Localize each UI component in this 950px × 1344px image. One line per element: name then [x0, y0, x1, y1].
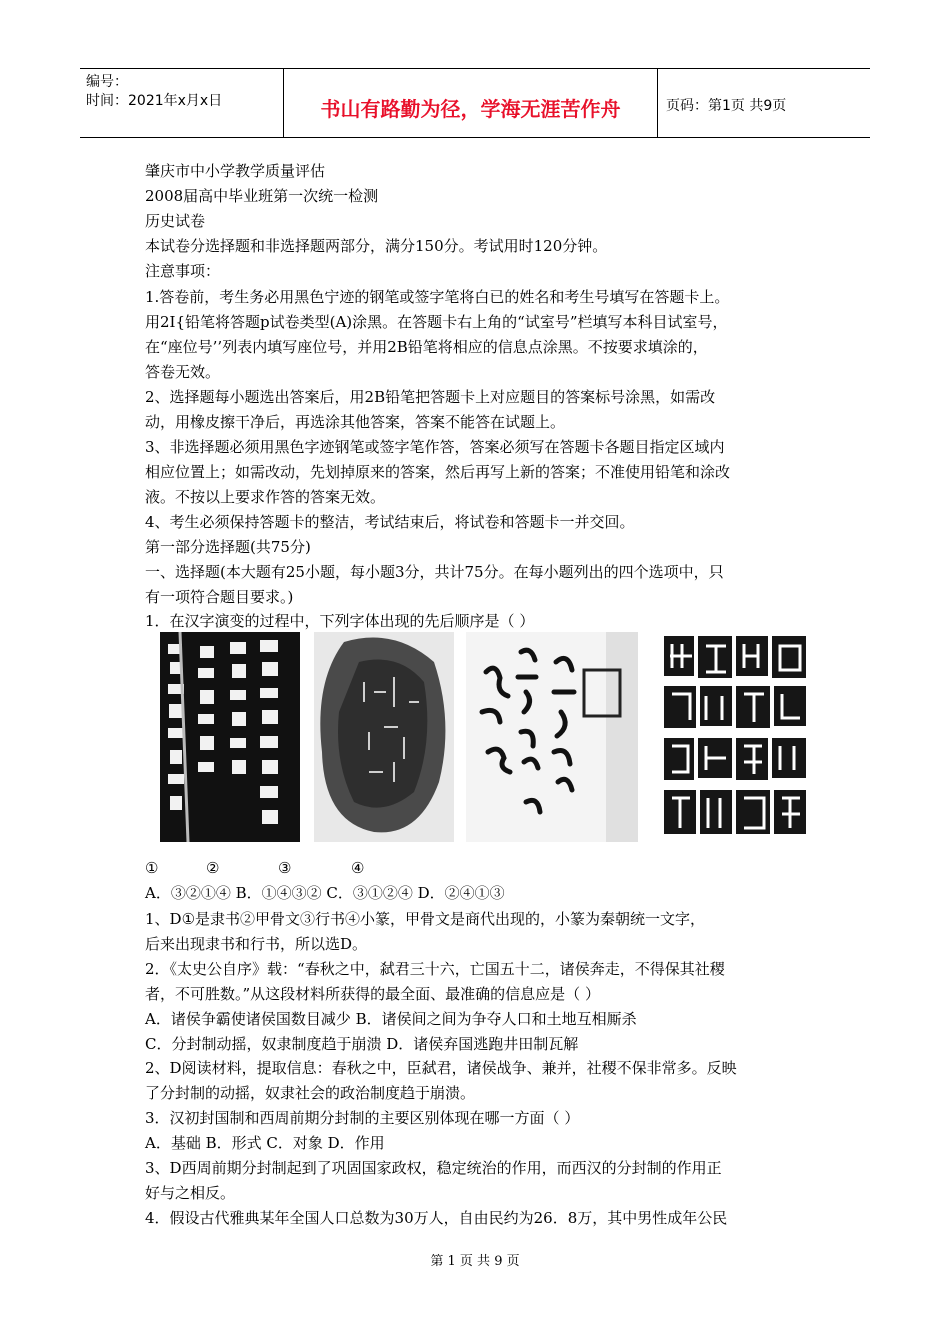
text-line: 2、选择题每小题选出答案后，用2B铅笔把答题卡上对应题目的答案标号涂黑，如需改: [145, 388, 716, 406]
text-line: 3、非选择题必须用黑色字迹钢笔或签字笔作答，答案必须写在答题卡各题目指定区域内: [145, 438, 725, 456]
text-line: 用2I{铅笔将答题p试卷类型(A)涂黑。在答题卡右上角的“试室号”栏填写本科目试室号，: [145, 313, 728, 331]
text-line: 在“座位号’’列表内填写座位号，并用2B铅笔将相应的信息点涂黑。不按要求填涂的，: [145, 338, 708, 356]
text-line: 3．汉初封国制和西周前期分封制的主要区别体现在哪一方面（ ）: [145, 1109, 580, 1127]
text-line: 者，不可胜数。”从这段材料所获得的最全面、最准确的信息应是（ ）: [145, 985, 600, 1003]
text-line: 历史试卷: [145, 212, 206, 230]
image-label: ①: [145, 859, 159, 877]
text-line: 1、D①是隶书②甲骨文③行书④小篆，甲骨文是商代出现的，小篆为秦朝统一文字，: [145, 910, 706, 928]
image-label: ②: [206, 859, 220, 877]
motto: 书山有路勤为径，学海无涯苦作舟: [320, 97, 621, 121]
oracle-bone-image: [314, 632, 454, 842]
text-line: 答卷无效。: [145, 363, 221, 381]
image-label: ④: [351, 859, 365, 877]
page-header: [80, 68, 870, 138]
text-line: A．诸侯争霸使诸侯国数目减少 B．诸侯间之间为争夺人口和土地互相厮杀: [145, 1010, 637, 1028]
page-footer: 第 1 页 共 9 页: [430, 1254, 520, 1269]
text-line: A．基础 B．形式 C．对象 D．作用: [145, 1134, 385, 1152]
text-line: 有一项符合题目要求。): [145, 588, 294, 606]
page-label: 页码：第1页 共9页: [666, 98, 787, 114]
text-line: 1．在汉字演变的过程中，下列字体出现的先后顺序是（ ）: [145, 612, 535, 630]
text-line: 第一部分选择题(共75分): [145, 538, 311, 556]
text-line: A．③②①④ B．①④③② C．③①②④ D．②④①③: [145, 884, 505, 902]
header-motto-cell: [283, 69, 658, 137]
text-line: 1.答卷前，考生务必用黑色宁迹的钢笔或签字笔将白已的姓名和考生号填写在答题卡上。: [145, 288, 730, 306]
text-line: 3、D西周前期分封制起到了巩固国家政权，稳定统治的作用，而西汉的分封制的作用正: [145, 1159, 722, 1177]
text-line: C．分封制动摇，奴隶制度趋于崩溃 D．诸侯弃国逃跑井田制瓦解: [145, 1035, 579, 1053]
text-line: 4．假设古代雅典某年全国人口总数为30万人，自由民约为26．8万，其中男性成年公民: [145, 1209, 728, 1227]
text-line: 肇庆市中小学教学质量评估: [145, 162, 326, 180]
text-line: 2．《太史公自序》载：“春秋之中，弑君三十六，亡国五十二，诸侯奔走，不得保其社稷: [145, 960, 725, 978]
xiaozhuan-image: [662, 632, 808, 842]
text-line: 本试卷分选择题和非选择题两部分，满分150分。考试用时120分钟。: [145, 237, 608, 255]
text-line: 了分封制的动摇，奴隶社会的政治制度趋于崩溃。: [145, 1084, 476, 1102]
header-page-cell: [658, 69, 870, 137]
text-line: 2008届高中毕业班第一次统一检测: [145, 187, 379, 205]
lishu-image: [160, 632, 300, 842]
text-line: 注意事项：: [145, 262, 221, 280]
text-line: 2、D阅读材料，提取信息：春秋之中，臣弑君，诸侯战争、兼并，社稷不保非常多。反映: [145, 1059, 737, 1077]
number-label: 编号：: [86, 74, 128, 90]
text-line: 一、选择题(本大题有25小题，每小题3分，共计75分。在每小题列出的四个选项中，只: [145, 563, 724, 581]
text-line: 后来出现隶书和行书，所以选D。: [145, 935, 368, 953]
text-line: 4、考生必须保持答题卡的整洁，考试结束后，将试卷和答题卡一并交回。: [145, 513, 635, 531]
date-label: 时间：2021年x月x日: [86, 93, 223, 109]
image-label: ③: [278, 859, 292, 877]
text-line: 相应位置上；如需改动，先划掉原来的答案，然后再写上新的答案；不准使用铅笔和涂改: [145, 463, 731, 481]
text-line: 好与之相反。: [145, 1184, 236, 1202]
text-line: 液。不按以上要求作答的答案无效。: [145, 488, 386, 506]
header-info: [80, 69, 283, 137]
xingshu-image: [466, 632, 638, 842]
text-line: 动，用橡皮擦干净后，再选涂其他答案，答案不能答在试题上。: [145, 413, 566, 431]
